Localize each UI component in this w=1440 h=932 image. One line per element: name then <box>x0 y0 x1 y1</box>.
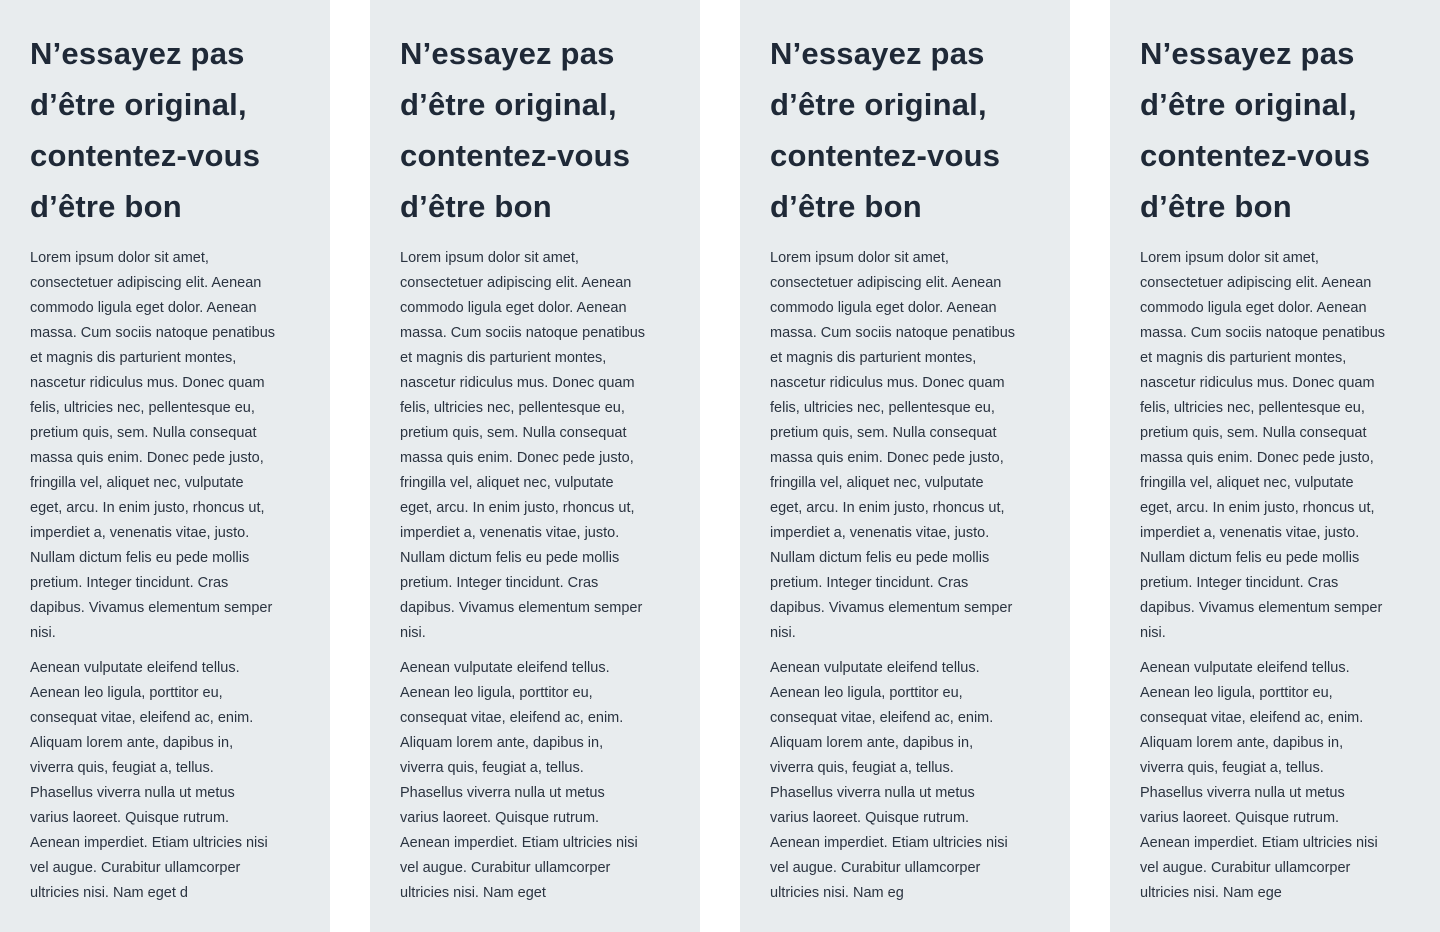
column-paragraph: Aenean vulputate eleifend tellus. Aenean leo ligula, porttitor eu, consequat vitae, eleifend ac, enim. Aliquam lorem ante, dapibus in, viverra quis, feugiat a, tellus. Phasellus viverra nulla ut metus varius laoreet. Quisque rutrum. Aenean imperdiet. Etiam ultricies nisi vel augue. Curabitur ullamcorper ultricies nisi. Nam eget d <box>30 660 268 901</box>
column-paragraph: Lorem ipsum dolor sit amet, consectetuer adipiscing elit. Aenean commodo ligula eget dolor. Aenean massa. Cum sociis natoque penatibus et magnis dis parturient montes, nascetur ridiculus mus. Donec quam felis, ultricies nec, pellentesque eu, pretium quis, sem. Nulla consequat massa quis enim. Donec pede justo, fringilla vel, aliquet nec, vulputate eget, arcu. In enim justo, rhoncus ut, imperdiet a, venenatis vitae, justo. Nullam dictum felis eu pede mollis pretium. Integer tincidunt. Cras dapibus. Vivamus elementum semper nisi. <box>30 250 276 641</box>
column-paragraph: Aenean vulputate eleifend tellus. Aenean leo ligula, porttitor eu, consequat vitae, eleifend ac, enim. Aliquam lorem ante, dapibus in, viverra quis, feugiat a, tellus. Phasellus viverra nulla ut metus varius laoreet. Quisque rutrum. Aenean imperdiet. Etiam ultricies nisi vel augue. Curabitur ullamcorper ultricies nisi. Nam eg <box>770 660 1008 901</box>
text-column-3 <box>740 0 1070 932</box>
column-paragraph: Aenean vulputate eleifend tellus. Aenean leo ligula, porttitor eu, consequat vitae, eleifend ac, enim. Aliquam lorem ante, dapibus in, viverra quis, feugiat a, tellus. Phasellus viverra nulla ut metus varius laoreet. Quisque rutrum. Aenean imperdiet. Etiam ultricies nisi vel augue. Curabitur ullamcorper ultricies nisi. Nam eget <box>400 660 638 901</box>
column-paragraph: Lorem ipsum dolor sit amet, consectetuer adipiscing elit. Aenean commodo ligula eget dolor. Aenean massa. Cum sociis natoque penatibus et magnis dis parturient montes, nascetur ridiculus mus. Donec quam felis, ultricies nec, pellentesque eu, pretium quis, sem. Nulla consequat massa quis enim. Donec pede justo, fringilla vel, aliquet nec, vulputate eget, arcu. In enim justo, rhoncus ut, imperdiet a, venenatis vitae, justo. Nullam dictum felis eu pede mollis pretium. Integer tincidunt. Cras dapibus. Vivamus elementum semper nisi. <box>770 250 1016 641</box>
column-heading: N’essayez pas d’être original, contentez-vous d’être bon <box>1140 36 1371 224</box>
column-heading: N’essayez pas d’être original, contentez-vous d’être bon <box>400 36 631 224</box>
column-heading: N’essayez pas d’être original, contentez-vous d’être bon <box>30 36 261 224</box>
column-paragraph: Lorem ipsum dolor sit amet, consectetuer adipiscing elit. Aenean commodo ligula eget dolor. Aenean massa. Cum sociis natoque penatibus et magnis dis parturient montes, nascetur ridiculus mus. Donec quam felis, ultricies nec, pellentesque eu, pretium quis, sem. Nulla consequat massa quis enim. Donec pede justo, fringilla vel, aliquet nec, vulputate eget, arcu. In enim justo, rhoncus ut, imperdiet a, venenatis vitae, justo. Nullam dictum felis eu pede mollis pretium. Integer tincidunt. Cras dapibus. Vivamus elementum semper nisi. <box>400 250 646 641</box>
text-column-4 <box>1110 0 1440 932</box>
text-column-1 <box>0 0 330 932</box>
text-column-2 <box>370 0 700 932</box>
column-paragraph: Lorem ipsum dolor sit amet, consectetuer adipiscing elit. Aenean commodo ligula eget dolor. Aenean massa. Cum sociis natoque penatibus et magnis dis parturient montes, nascetur ridiculus mus. Donec quam felis, ultricies nec, pellentesque eu, pretium quis, sem. Nulla consequat massa quis enim. Donec pede justo, fringilla vel, aliquet nec, vulputate eget, arcu. In enim justo, rhoncus ut, imperdiet a, venenatis vitae, justo. Nullam dictum felis eu pede mollis pretium. Integer tincidunt. Cras dapibus. Vivamus elementum semper nisi. <box>1140 250 1386 641</box>
column-paragraph: Aenean vulputate eleifend tellus. Aenean leo ligula, porttitor eu, consequat vitae, eleifend ac, enim. Aliquam lorem ante, dapibus in, viverra quis, feugiat a, tellus. Phasellus viverra nulla ut metus varius laoreet. Quisque rutrum. Aenean imperdiet. Etiam ultricies nisi vel augue. Curabitur ullamcorper ultricies nisi. Nam ege <box>1140 660 1378 901</box>
column-heading: N’essayez pas d’être original, contentez-vous d’être bon <box>770 36 1001 224</box>
